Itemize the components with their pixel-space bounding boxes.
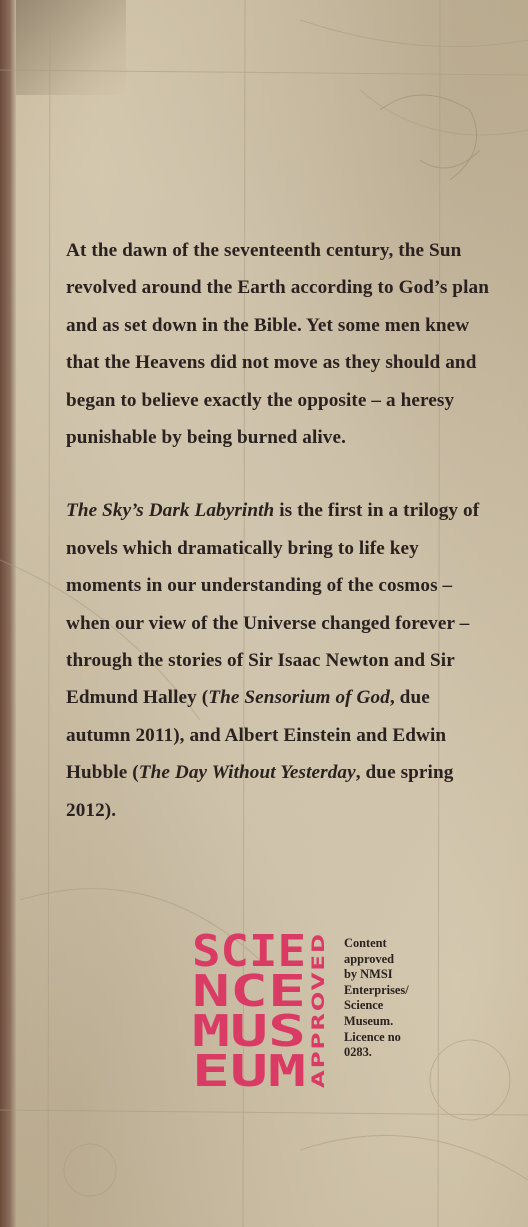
blurb-text-segment: , due autumn 2011), and Albert Einstein and Edwin Hubble ( — [66, 687, 447, 784]
licence-line: by NMSI — [344, 967, 393, 982]
blurb-text-segment: , due spring 2012). — [66, 762, 454, 821]
book-title: The Sky’s Dark Labyrinth — [66, 500, 275, 522]
licence-notice — [344, 936, 444, 1061]
licence-line: Museum. — [344, 1013, 394, 1028]
licence-line: 0283. — [344, 1045, 372, 1060]
book-title: The Day Without Yesterday — [138, 762, 356, 784]
logo-approved-text: APPROVED — [309, 971, 329, 1088]
blurb-paragraph-1: At the dawn of the seventeenth century, the Sun revolved around the Earth according to God’s plan and as set down in the Bible. Yet some men knew that the Heavens did not move as they should and began to believe exactly the opposite – a heresy punishable by being burned alive. — [66, 240, 489, 449]
licence-line: Enterprises/ — [344, 982, 409, 997]
logo-row-text: EUM — [192, 1046, 306, 1092]
logo-row-text: SCIE — [192, 930, 306, 977]
book-title: The Sensorium of God — [208, 687, 390, 709]
licence-line: Science — [344, 998, 384, 1013]
licence-line: approved — [344, 951, 395, 966]
blurb-text-segment: is the first in a trilogy of novels which dramatically bring to life key moments in our understanding of the cosmos – when our view of the Universe changed forever – through the stories of Sir Isaac Newton and Sir Edmund Halley ( — [66, 500, 480, 709]
logo-row-text: MUS — [192, 1006, 306, 1057]
blurb-paragraph-2 — [66, 492, 491, 829]
blurb-text — [66, 232, 491, 829]
logo-row-text: NCE — [192, 966, 306, 1017]
licence-line: Content — [344, 936, 387, 950]
science-museum-approved-logo — [192, 930, 332, 1097]
licence-line: Licence no — [344, 1029, 401, 1044]
science-museum-logo-icon — [192, 930, 332, 1092]
